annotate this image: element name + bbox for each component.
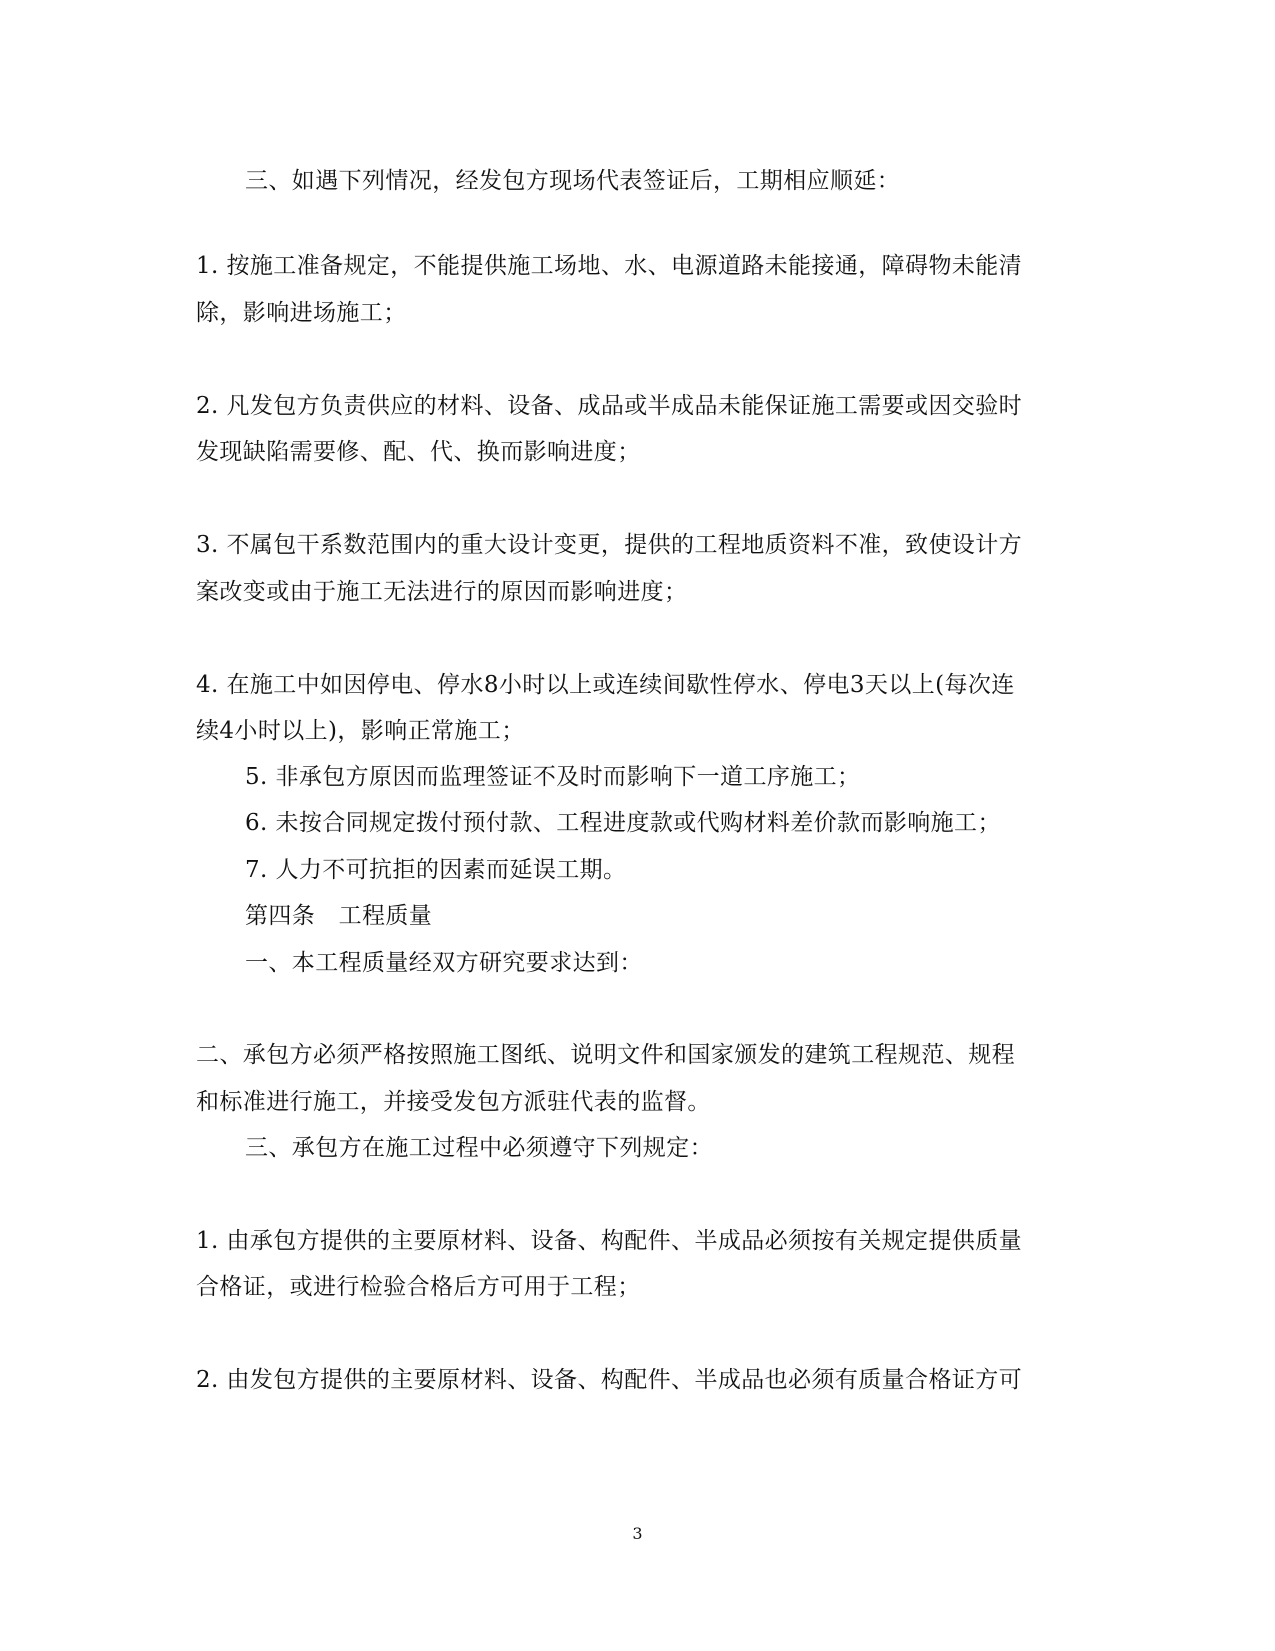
paragraph-line: 发现缺陷需要修、配、代、换而影响进度； [196,439,641,465]
paragraph-line: 一、本工程质量经双方研究要求达到： [245,950,643,976]
paragraph-line: 除，影响进场施工； [196,300,407,326]
paragraph-line: 三、承包方在施工过程中必须遵守下列规定： [245,1135,713,1161]
paragraph-line: 续4小时以上)，影响正常施工； [196,718,525,744]
paragraph-line: 案改变或由于施工无法进行的原因而影响进度； [196,579,688,605]
paragraph-line: 1. 按施工准备规定，不能提供施工场地、水、电源道路未能接通，障碍物未能清 [196,253,1023,279]
paragraph-line: 三、如遇下列情况，经发包方现场代表签证后，工期相应顺延： [245,168,901,194]
paragraph-line: 3. 不属包干系数范围内的重大设计变更，提供的工程地质资料不准，致使设计方 [196,532,1023,558]
paragraph-line: 2. 由发包方提供的主要原材料、设备、构配件、半成品也必须有质量合格证方可 [196,1367,1023,1393]
paragraph-line: 6. 未按合同规定拨付预付款、工程进度款或代购材料差价款而影响施工； [245,810,1001,836]
section-heading: 第四条 工程质量 [245,903,433,929]
paragraph-line: 2. 凡发包方负责供应的材料、设备、成品或半成品未能保证施工需要或因交验时 [196,393,1023,419]
paragraph-line: 5. 非承包方原因而监理签证不及时而影响下一道工序施工； [245,764,861,790]
paragraph-line: 1. 由承包方提供的主要原材料、设备、构配件、半成品必须按有关规定提供质量 [196,1228,1023,1254]
paragraph-line: 和标准进行施工，并接受发包方派驻代表的监督。 [196,1089,711,1115]
paragraph-line: 二、承包方必须严格按照施工图纸、说明文件和国家颁发的建筑工程规范、规程 [196,1042,1015,1068]
paragraph-line: 合格证，或进行检验合格后方可用于工程； [196,1274,641,1300]
paragraph-line: 7. 人力不可抗拒的因素而延误工期。 [245,857,627,883]
page-number: 3 [632,1524,643,1543]
paragraph-line: 4. 在施工中如因停电、停水8小时以上或连续间歇性停水、停电3天以上(每次连 [196,672,1015,698]
